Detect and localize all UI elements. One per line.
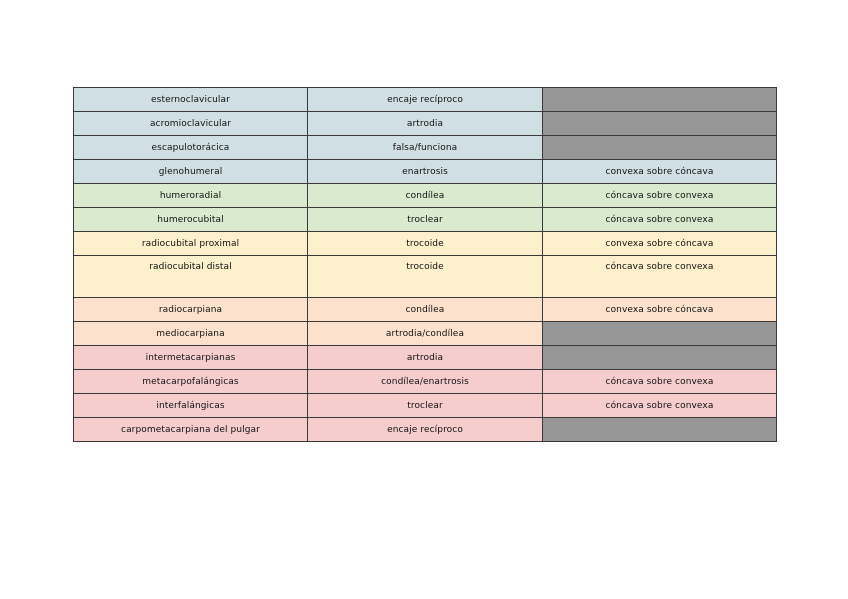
surface-cell xyxy=(543,418,777,442)
joint-name-cell: humeroradial xyxy=(74,184,308,208)
table-row xyxy=(74,322,777,346)
joints-table-body xyxy=(74,88,777,442)
surface-cell: cóncava sobre convexa xyxy=(543,394,777,418)
joint-name-cell: humerocubital xyxy=(74,208,308,232)
surface-cell: cóncava sobre convexa xyxy=(543,370,777,394)
table-row xyxy=(74,256,777,298)
joint-name-cell: metacarpofalángicas xyxy=(74,370,308,394)
joint-type-cell: artrodia/condílea xyxy=(308,322,543,346)
joint-name-cell: glenohumeral xyxy=(74,160,308,184)
joint-name-cell: radiocubital distal xyxy=(74,256,308,298)
surface-cell xyxy=(543,88,777,112)
surface-cell xyxy=(543,112,777,136)
joint-type-cell: condílea/enartrosis xyxy=(308,370,543,394)
joint-type-cell: condílea xyxy=(308,298,543,322)
table-row xyxy=(74,160,777,184)
table-row xyxy=(74,88,777,112)
joint-type-cell: falsa/funciona xyxy=(308,136,543,160)
surface-cell: convexa sobre cóncava xyxy=(543,232,777,256)
joint-type-cell: encaje recíproco xyxy=(308,88,543,112)
surface-cell xyxy=(543,136,777,160)
surface-cell: cóncava sobre convexa xyxy=(543,256,777,298)
joint-name-cell: mediocarpiana xyxy=(74,322,308,346)
table-row xyxy=(74,370,777,394)
surface-cell xyxy=(543,322,777,346)
joint-type-cell: troclear xyxy=(308,394,543,418)
surface-cell: convexa sobre cóncava xyxy=(543,298,777,322)
table-row xyxy=(74,136,777,160)
table-row xyxy=(74,208,777,232)
joint-type-cell: trocoide xyxy=(308,256,543,298)
joint-name-cell: radiocarpiana xyxy=(74,298,308,322)
surface-cell xyxy=(543,346,777,370)
joint-name-cell: interfalángicas xyxy=(74,394,308,418)
joint-name-cell: radiocubital proximal xyxy=(74,232,308,256)
joint-type-cell: artrodia xyxy=(308,346,543,370)
table-row xyxy=(74,346,777,370)
surface-cell: convexa sobre cóncava xyxy=(543,160,777,184)
table-row xyxy=(74,184,777,208)
table-row xyxy=(74,298,777,322)
joint-name-cell: esternoclavicular xyxy=(74,88,308,112)
surface-cell: cóncava sobre convexa xyxy=(543,184,777,208)
table-row xyxy=(74,232,777,256)
joint-type-cell: condílea xyxy=(308,184,543,208)
joint-name-cell: carpometacarpiana del pulgar xyxy=(74,418,308,442)
table-row xyxy=(74,418,777,442)
joint-type-cell: artrodia xyxy=(308,112,543,136)
table-row xyxy=(74,394,777,418)
joint-type-cell: encaje recíproco xyxy=(308,418,543,442)
table-row xyxy=(74,112,777,136)
joint-type-cell: enartrosis xyxy=(308,160,543,184)
joint-type-cell: trocoide xyxy=(308,232,543,256)
surface-cell: cóncava sobre convexa xyxy=(543,208,777,232)
joint-type-cell: troclear xyxy=(308,208,543,232)
joint-name-cell: escapulotorácica xyxy=(74,136,308,160)
joint-name-cell: intermetacarpianas xyxy=(74,346,308,370)
joints-table xyxy=(73,87,777,442)
joint-name-cell: acromioclavicular xyxy=(74,112,308,136)
